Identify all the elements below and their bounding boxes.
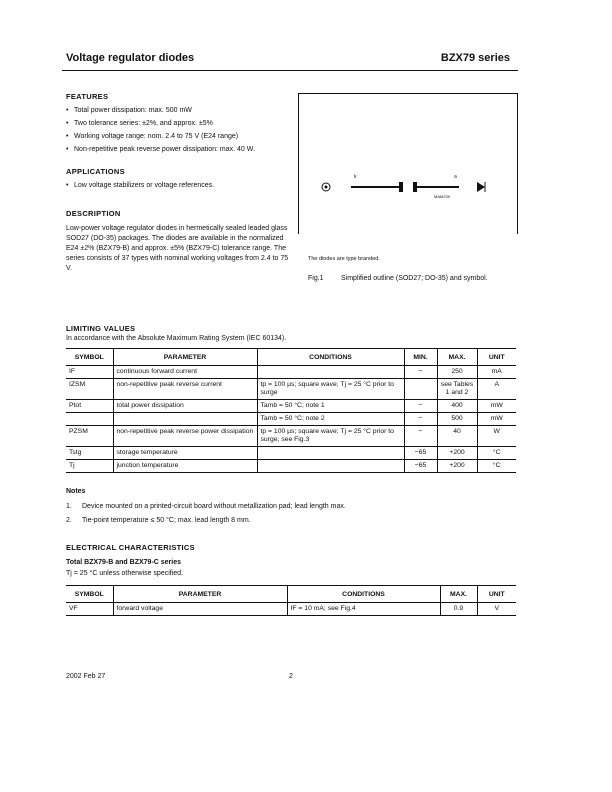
figure-outline bbox=[298, 93, 518, 234]
table-cell: mW bbox=[477, 413, 516, 426]
anode-label: a bbox=[454, 174, 457, 180]
table-row bbox=[66, 603, 516, 616]
table-cell: Tj bbox=[66, 460, 113, 473]
header-rule bbox=[62, 70, 518, 71]
column-header: UNIT bbox=[477, 586, 516, 603]
note-number: 1. bbox=[66, 503, 72, 510]
description-heading: DESCRIPTION bbox=[66, 209, 121, 218]
column-header: CONDITIONS bbox=[287, 586, 440, 603]
notes-list bbox=[66, 502, 516, 530]
diode-outline-drawing bbox=[299, 94, 517, 234]
table-cell: IZSM bbox=[66, 379, 113, 400]
column-header: MAX. bbox=[440, 586, 477, 603]
table-cell: see Tables 1 and 2 bbox=[437, 379, 477, 400]
column-header: PARAMETER bbox=[113, 586, 287, 603]
table-cell: − bbox=[404, 413, 437, 426]
electrical-subtitle: Total BZX79-B and BZX79-C series bbox=[66, 559, 182, 566]
branding-note: The diodes are type branded. bbox=[308, 256, 380, 262]
table-cell: tp = 100 µs; square wave; Tj = 25 °C prior to surge; see Fig.3 bbox=[257, 426, 404, 447]
table-row bbox=[66, 366, 516, 379]
table-cell: 500 bbox=[437, 413, 477, 426]
table-row bbox=[66, 413, 516, 426]
table-cell bbox=[257, 366, 404, 379]
table-cell: °C bbox=[477, 460, 516, 473]
page-number: 2 bbox=[289, 673, 293, 680]
table-cell: 40 bbox=[437, 426, 477, 447]
table-row bbox=[66, 400, 516, 413]
table-cell: Ptot bbox=[66, 400, 113, 413]
footer-date: 2002 Feb 27 bbox=[66, 673, 106, 680]
table-cell: 0.9 bbox=[440, 603, 477, 616]
note-text: Device mounted on a printed-circuit board without metallization pad; lead length max. bbox=[82, 503, 346, 510]
column-header: SYMBOL bbox=[66, 586, 113, 603]
application-item: • Low voltage stabilizers or voltage references. bbox=[66, 181, 291, 191]
table-cell: − bbox=[404, 366, 437, 379]
applications-list bbox=[66, 181, 291, 191]
limiting-subtitle: In accordance with the Absolute Maximum Rating System (IEC 60134). bbox=[66, 335, 287, 342]
table-cell: − bbox=[404, 426, 437, 447]
table-cell: non-repetitive peak reverse power dissipation bbox=[113, 426, 257, 447]
table-cell: storage temperature bbox=[113, 447, 257, 460]
series-name: BZX79 series bbox=[440, 52, 510, 64]
table-row bbox=[66, 379, 516, 400]
table-cell: −65 bbox=[404, 447, 437, 460]
limiting-heading: LIMITING VALUES bbox=[66, 324, 136, 333]
table-row bbox=[66, 447, 516, 460]
table-cell: non-repetitive peak reverse current bbox=[113, 379, 257, 400]
left-column bbox=[66, 92, 291, 274]
table-cell: +200 bbox=[437, 460, 477, 473]
table-cell: Tstg bbox=[66, 447, 113, 460]
table-cell: 250 bbox=[437, 366, 477, 379]
cathode-label: k bbox=[354, 174, 357, 180]
table-cell bbox=[66, 413, 113, 426]
table-cell bbox=[113, 413, 257, 426]
table-cell: mA bbox=[477, 366, 516, 379]
table-row bbox=[66, 460, 516, 473]
doc-title: Voltage regulator diodes bbox=[66, 52, 195, 64]
features-heading: FEATURES bbox=[66, 92, 109, 101]
table-cell: Tamb = 50 °C; note 1 bbox=[257, 400, 404, 413]
limiting-values-table bbox=[66, 348, 516, 473]
electrical-table bbox=[66, 585, 516, 616]
features-list bbox=[66, 106, 291, 155]
table-header-row bbox=[66, 586, 516, 603]
table-cell: Tamb = 50 °C; note 2 bbox=[257, 413, 404, 426]
table-cell bbox=[404, 379, 437, 400]
table-cell: W bbox=[477, 426, 516, 447]
table-cell: IF = 10 mA; see Fig.4 bbox=[287, 603, 440, 616]
table-cell: −65 bbox=[404, 460, 437, 473]
table-cell: mW bbox=[477, 400, 516, 413]
column-header: CONDITIONS bbox=[257, 349, 404, 366]
column-header: SYMBOL bbox=[66, 349, 113, 366]
table-cell: A bbox=[477, 379, 516, 400]
column-header: MAX. bbox=[437, 349, 477, 366]
notes-heading: Notes bbox=[66, 488, 86, 495]
figure-caption: Simplified outline (SOD27; DO-35) and symbol. bbox=[341, 275, 488, 282]
table-cell: +200 bbox=[437, 447, 477, 460]
description-text: Low-power voltage regulator diodes in hermetically sealed leaded glass SOD27 (DO-35) packages. The diodes are available in the normalized E24 ±2% (BZX79-B) and approx. ±5% (BZX79-C) tolerance range. The series consists of 37 types with nominal working voltages from 2.4 to 75 V. bbox=[66, 225, 289, 272]
feature-item: • Two tolerance series: ±2%, and approx. ±5% bbox=[66, 119, 291, 129]
table-cell: PZSM bbox=[66, 426, 113, 447]
table-cell: continuous forward current bbox=[113, 366, 257, 379]
table-cell: VF bbox=[66, 603, 113, 616]
table-cell: junction temperature bbox=[113, 460, 257, 473]
note-item bbox=[66, 502, 516, 512]
note-text: Tie-point temperature ≤ 50 °C; max. lead length 8 mm. bbox=[82, 517, 251, 524]
figure-code: MAM239 bbox=[434, 194, 451, 199]
feature-item: • Working voltage range: nom. 2.4 to 75 V (E24 range) bbox=[66, 132, 291, 142]
feature-item: • Non-repetitive peak reverse power dissipation: max. 40 W. bbox=[66, 145, 291, 155]
electrical-heading: ELECTRICAL CHARACTERISTICS bbox=[66, 543, 195, 552]
figure-label: Fig.1 bbox=[308, 275, 324, 282]
column-header: UNIT bbox=[477, 349, 516, 366]
table-cell: 400 bbox=[437, 400, 477, 413]
table-cell: − bbox=[404, 400, 437, 413]
column-header: MIN. bbox=[404, 349, 437, 366]
diode-symbol-icon bbox=[477, 182, 485, 192]
note-item bbox=[66, 516, 516, 526]
column-header: PARAMETER bbox=[113, 349, 257, 366]
table-cell: forward voltage bbox=[113, 603, 287, 616]
table-row bbox=[66, 426, 516, 447]
table-header-row bbox=[66, 349, 516, 366]
electrical-conditions: Tj = 25 °C unless otherwise specified. bbox=[66, 570, 183, 577]
feature-item: • Total power dissipation: max. 500 mW bbox=[66, 106, 291, 116]
table-cell bbox=[257, 447, 404, 460]
note-number: 2. bbox=[66, 517, 72, 524]
table-cell: °C bbox=[477, 447, 516, 460]
applications-heading: APPLICATIONS bbox=[66, 167, 125, 176]
table-cell bbox=[257, 460, 404, 473]
table-cell: IF bbox=[66, 366, 113, 379]
table-cell: tp = 100 µs; square wave; Tj = 25 °C prior to surge bbox=[257, 379, 404, 400]
table-cell: V bbox=[477, 603, 516, 616]
table-cell: total power dissipation bbox=[113, 400, 257, 413]
